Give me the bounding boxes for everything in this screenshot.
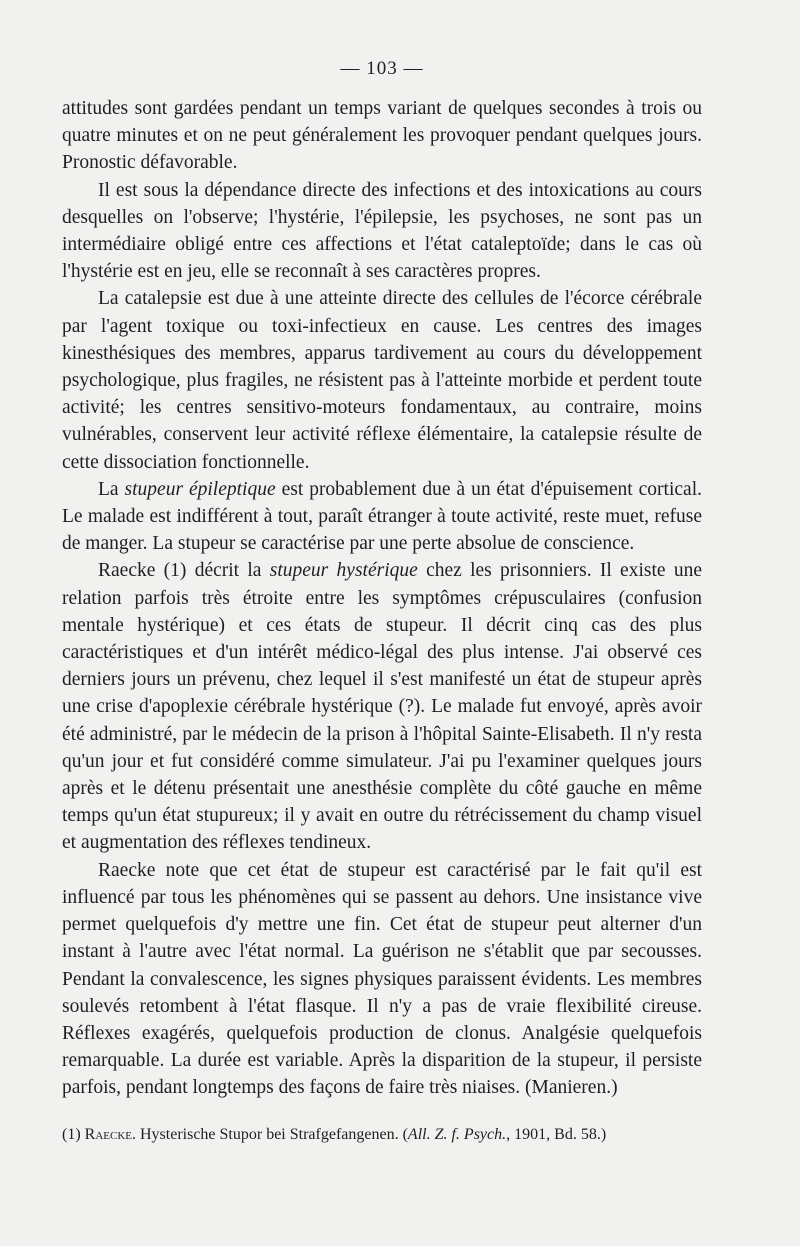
paragraph-text: chez les prisonniers. Il existe une relation parfois très étroite entre les symptômes crépusculaires (confusion mentale hystérique) et ces états de stupeur. Il décrit cinq cas des plus caractéristiques et d'un intérêt médico-légal des plus intense. J'ai observé ces derniers jours un prévenu, chez lequel il s'est manifesté un état de stupeur après une crise d'apoplexie cérébrale hystérique (?). Le malade fut envoyé, après avoir été administré, par le médecin de la prison à l'hôpital Sainte-Elisabeth. Il n'y resta qu'un jour et fut considéré comme simulateur. J'ai pu l'examiner quelques jours après et le détenu présentait une anesthésie complète du côté gauche en même temps qu'un état stupureux; il y avait en outre du rétrécissement du champ visuel et augmentation des réflexes tendineux. [62,560,702,854]
paragraph-text: Raecke (1) décrit la [98,560,270,582]
footnote-author: Raecke [84,1125,132,1143]
footnote-reference: , 1901, Bd. 58.) [506,1125,607,1143]
paragraph [62,177,702,286]
paragraph [62,285,702,475]
document-page [62,58,702,1145]
paragraph-text: Raecke note que cet état de stupeur est caractérisé par le fait qu'il est influencé par tous les phénomènes qui se passent au dehors. Une insistance vive permet quelquefois d'y mettre une fin. Cet état de stupeur peut alterner d'un instant à l'autre avec l'état normal. La guérison ne s'établit que par secousses. Pendant la convalescence, les signes physiques paraissent évidents. Les membres soulevés retombent à l'état flasque. Il n'y a pas de vraie flexibilité cireuse. Réflexes exagérés, quelquefois production de clonus. Analgésie quelquefois remarquable. La durée est variable. Après la disparition de la stupeur, il persiste parfois, pendant longtemps des façons de faire très niaises. (Manieren.) [62,859,702,1099]
paragraph [62,557,702,856]
italic-term: stupeur hystérique [269,560,418,582]
footnote-marker: (1) [62,1125,85,1143]
paragraph [62,95,702,177]
body-text [62,95,702,1102]
page-number: — 103 — [340,58,424,79]
footnote-journal: All. Z. f. Psych. [407,1125,507,1143]
paragraph-text: attitudes sont gardées pendant un temps variant de quelques secondes à trois ou quatre minutes et on ne peut généralement les provoquer pendant quelques jours. Pronostic défavorable. [62,98,702,174]
paragraph [62,857,702,1102]
italic-term: stupeur épileptique [124,478,276,500]
footnote [62,1125,702,1145]
footnote-title: . Hysterische Stupor bei Strafgefangenen. ( [132,1125,408,1143]
paragraph-text: La [98,478,125,500]
paragraph [62,476,702,558]
paragraph-text: La catalepsie est due à une atteinte directe des cellules de l'écorce cérébrale par l'agent toxique ou toxi-infectieux en cause. Les centres des images kinesthésiques des membres, apparus tardivement au cours du développement psychologique, plus fragiles, ne résistent pas à l'atteinte morbide et perdent toute activité; les centres sensitivo-moteurs fondamentaux, au contraire, moins vulnérables, conservent leur activité réflexe élémentaire, la catalepsie résulte de cette dissociation fonctionnelle. [62,288,702,473]
paragraph-text: Il est sous la dépendance directe des infections et des intoxications au cours desquelles on l'observe; l'hystérie, l'épilepsie, les psychoses, ne sont pas un intermédiaire obligé entre ces affections et l'état cataleptoïde; dans le cas où l'hystérie est en jeu, elle se reconnaît à ses caractères propres. [62,179,702,283]
paragraph-text: est probablement due à un état d'épuisement cortical. Le malade est indifférent à tout, paraît étranger à toute activité, reste muet, refuse de manger. La stupeur se caractérise par une perte absolue de conscience. [62,478,702,555]
